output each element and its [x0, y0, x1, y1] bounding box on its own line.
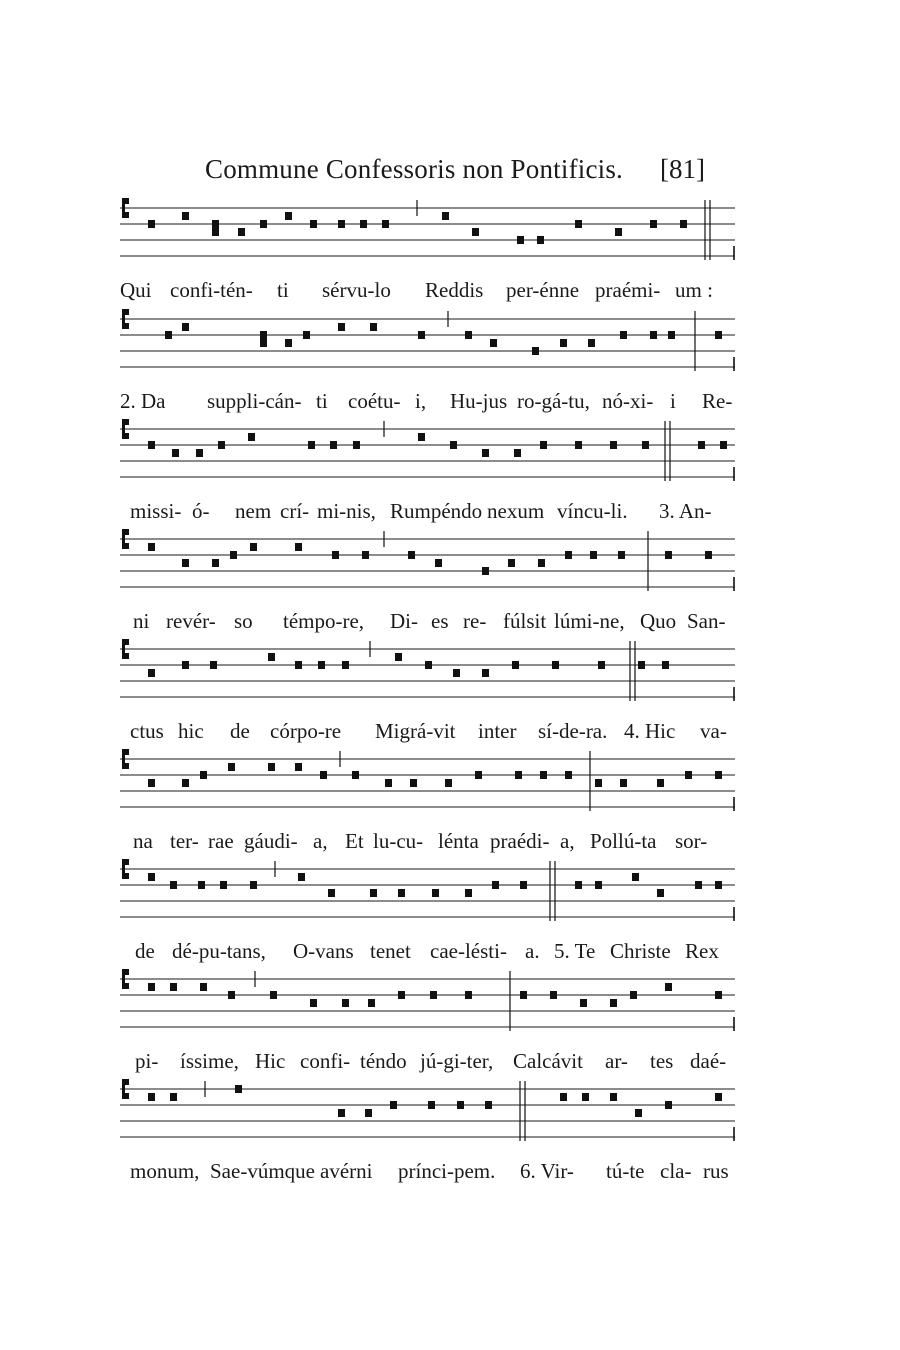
neume-note	[595, 779, 602, 787]
neume-note	[635, 1109, 642, 1117]
lyric-syllable: lu-cu-	[373, 829, 424, 853]
staff	[120, 1071, 740, 1151]
neume-note	[680, 220, 687, 228]
lyric-syllable: sérvu-lo	[322, 278, 391, 302]
lyric-syllable: a,	[560, 829, 575, 853]
lyric-syllable: confi-	[300, 1049, 351, 1073]
lyric-syllable: Di-	[390, 609, 418, 633]
neume-note	[657, 889, 664, 897]
lyric-syllable: ter-	[170, 829, 199, 853]
neume-note	[620, 331, 627, 339]
lyric-syllable: ni	[133, 609, 150, 633]
lyric-syllable: suppli-cán-	[207, 389, 302, 413]
neume-note	[295, 763, 302, 771]
lyric-syllable: ti	[316, 389, 328, 413]
neume-note	[638, 661, 645, 669]
lyric-syllable: íssime,	[180, 1049, 239, 1073]
neume-note	[200, 983, 207, 991]
neume-note	[285, 339, 292, 347]
neume-note	[298, 873, 305, 881]
lyric-syllable: va-	[700, 719, 727, 743]
lyric-syllable: pi-	[135, 1049, 159, 1073]
neume-note	[210, 661, 217, 669]
neume-note	[565, 771, 572, 779]
neume-note	[590, 551, 597, 559]
lyric-syllable: lúmi-ne,	[554, 609, 625, 633]
neume-note	[390, 1101, 397, 1109]
neume-note	[575, 881, 582, 889]
neume-note	[492, 881, 499, 889]
neume-note	[490, 339, 497, 347]
neume-note	[212, 220, 219, 228]
neume-note	[310, 999, 317, 1007]
neume-note	[715, 881, 722, 889]
lyric-syllable: confi-tén-	[170, 278, 253, 302]
neume-note	[610, 441, 617, 449]
lyric-syllable: rus	[703, 1159, 729, 1183]
lyric-syllable: i,	[415, 389, 427, 413]
neume-note	[715, 771, 722, 779]
lyric-syllable: Sae-vúmque	[210, 1159, 315, 1183]
neume-note	[230, 551, 237, 559]
lyric-syllable: ar-	[605, 1049, 628, 1073]
neume-note	[310, 220, 317, 228]
lyric-syllable: Quo	[640, 609, 677, 633]
staff	[120, 741, 740, 821]
neume-note	[453, 669, 460, 677]
neume-note	[475, 771, 482, 779]
lyric-syllable: daé-	[690, 1049, 727, 1073]
neume-note	[428, 1101, 435, 1109]
neume-note	[408, 551, 415, 559]
neume-note	[170, 881, 177, 889]
neume-note	[270, 991, 277, 999]
lyric-syllable: Hic	[255, 1049, 286, 1073]
neume-note	[148, 983, 155, 991]
staff	[120, 521, 740, 601]
neume-note	[370, 323, 377, 331]
neume-note	[360, 220, 367, 228]
lyric-syllable: jú-gi-ter,	[420, 1049, 494, 1073]
music-system	[120, 190, 740, 305]
lyric-syllable: ctus	[130, 719, 164, 743]
neume-note	[425, 661, 432, 669]
lyric-syllable: ti	[277, 278, 289, 302]
neume-note	[250, 543, 257, 551]
lyric-syllable: córpo-re	[270, 719, 342, 743]
neume-note	[715, 1093, 722, 1101]
neume-note	[370, 889, 377, 897]
neume-note	[715, 991, 722, 999]
neume-note	[248, 433, 255, 441]
lyric-syllable: San-	[687, 609, 726, 633]
neume-note	[575, 441, 582, 449]
neume-note	[450, 441, 457, 449]
neume-note	[182, 323, 189, 331]
neume-note	[260, 220, 267, 228]
neume-note	[418, 433, 425, 441]
lyric-syllable: Calcávit	[513, 1049, 583, 1073]
staff	[120, 631, 740, 711]
neume-note	[610, 999, 617, 1007]
neume-note	[212, 559, 219, 567]
neume-note	[698, 441, 705, 449]
neume-note	[610, 1093, 617, 1101]
neume-note	[665, 983, 672, 991]
neume-note	[720, 441, 727, 449]
neume-note	[598, 661, 605, 669]
neume-note	[432, 889, 439, 897]
neume-note	[165, 331, 172, 339]
neume-note	[430, 991, 437, 999]
neume-note	[435, 559, 442, 567]
neume-note	[485, 1101, 492, 1109]
neume-note	[368, 999, 375, 1007]
staff	[120, 301, 740, 381]
lyric-syllable: Hu-jus	[450, 389, 508, 413]
neume-note	[575, 220, 582, 228]
neume-note	[398, 889, 405, 897]
neume-note	[365, 1109, 372, 1117]
lyric-syllable: Migrá-vit	[375, 719, 456, 743]
lyric-syllable: tú-te	[606, 1159, 645, 1183]
lyric-syllable: nem	[235, 499, 272, 523]
neume-note	[398, 991, 405, 999]
neume-note	[538, 559, 545, 567]
lyric-syllable: missi-	[130, 499, 182, 523]
neume-note	[295, 543, 302, 551]
neume-note	[332, 551, 339, 559]
neume-note	[342, 999, 349, 1007]
neume-note	[148, 873, 155, 881]
neume-note	[212, 228, 219, 236]
lyric-syllable: lénta	[438, 829, 479, 853]
lyric-syllable: víncu-li.	[557, 499, 628, 523]
neume-note	[520, 991, 527, 999]
neume-note	[342, 661, 349, 669]
neume-note	[508, 559, 515, 567]
lyric-syllable: Re-	[702, 389, 733, 413]
neume-note	[303, 331, 310, 339]
lyric-syllable: nó-xi-	[602, 389, 654, 413]
music-system	[120, 631, 740, 746]
neume-note	[170, 983, 177, 991]
neume-note	[318, 661, 325, 669]
neume-note	[196, 449, 203, 457]
neume-note	[580, 999, 587, 1007]
music-system	[120, 741, 740, 856]
neume-note	[200, 771, 207, 779]
neume-note	[662, 661, 669, 669]
music-system	[120, 961, 740, 1076]
neume-note	[330, 441, 337, 449]
lyric-syllable: so	[234, 609, 253, 633]
lyric-syllable: 5. Te	[554, 939, 596, 963]
neume-note	[482, 567, 489, 575]
neume-note	[465, 331, 472, 339]
neume-note	[395, 653, 402, 661]
lyric-syllable: hic	[178, 719, 204, 743]
lyric-line	[120, 1159, 740, 1187]
neume-note	[552, 661, 559, 669]
lyric-syllable: crí-	[280, 499, 310, 523]
neume-note	[218, 441, 225, 449]
neume-note	[560, 1093, 567, 1101]
music-system	[120, 521, 740, 636]
staff	[120, 851, 740, 931]
music-system	[120, 411, 740, 526]
lyric-syllable: cae-lésti-	[430, 939, 507, 963]
lyric-syllable: avérni	[320, 1159, 373, 1183]
lyric-syllable: per-énne	[506, 278, 580, 302]
lyric-syllable: témpo-re,	[283, 609, 365, 633]
lyric-syllable: es	[431, 609, 449, 633]
lyric-syllable: i	[670, 389, 676, 413]
neume-note	[172, 449, 179, 457]
neume-note	[560, 339, 567, 347]
neume-note	[328, 889, 335, 897]
lyric-syllable: fúlsit	[503, 609, 547, 633]
lyric-syllable: ó-	[192, 499, 210, 523]
lyric-syllable: coétu-	[348, 389, 401, 413]
neume-note	[235, 1085, 242, 1093]
neume-note	[220, 881, 227, 889]
neume-note	[618, 551, 625, 559]
neume-note	[650, 220, 657, 228]
lyric-syllable: praédi-	[490, 829, 550, 853]
lyric-syllable: gáudi-	[244, 829, 298, 853]
lyric-syllable: 3. An-	[659, 499, 712, 523]
lyric-syllable: Rex	[685, 939, 719, 963]
neume-note	[520, 881, 527, 889]
lyric-syllable: 4. Hic	[624, 719, 676, 743]
neume-note	[295, 661, 302, 669]
page-number: [81]	[660, 154, 705, 184]
neume-note	[715, 331, 722, 339]
lyric-syllable: Et	[345, 829, 364, 853]
lyric-syllable: mi-nis,	[317, 499, 376, 523]
staff	[120, 411, 740, 491]
lyric-syllable: tes	[650, 1049, 674, 1073]
neume-note	[260, 339, 267, 347]
lyric-syllable: na	[133, 829, 153, 853]
neume-note	[632, 873, 639, 881]
neume-note	[182, 559, 189, 567]
neume-note	[353, 441, 360, 449]
neume-note	[410, 779, 417, 787]
neume-note	[482, 669, 489, 677]
neume-note	[228, 991, 235, 999]
staff	[120, 961, 740, 1041]
lyric-syllable: prínci-pem.	[398, 1159, 496, 1183]
neume-note	[285, 212, 292, 220]
neume-note	[657, 779, 664, 787]
neume-note	[630, 991, 637, 999]
lyric-syllable: ro-gá-tu,	[517, 389, 590, 413]
lyric-syllable: de	[230, 719, 250, 743]
staff	[120, 190, 740, 270]
neume-note	[465, 889, 472, 897]
neume-note	[238, 228, 245, 236]
lyric-syllable: um :	[675, 278, 713, 302]
neume-note	[352, 771, 359, 779]
neume-note	[338, 220, 345, 228]
lyric-syllable: praémi-	[595, 278, 661, 302]
neume-note	[148, 220, 155, 228]
neume-note	[320, 771, 327, 779]
music-system	[120, 1071, 740, 1186]
neume-note	[517, 236, 524, 244]
neume-note	[308, 441, 315, 449]
lyric-syllable: Rumpéndo	[390, 499, 483, 523]
lyric-syllable: sor-	[675, 829, 708, 853]
neume-note	[668, 331, 675, 339]
neume-note	[148, 1093, 155, 1101]
lyric-syllable: 2. Da	[120, 389, 166, 413]
neume-note	[198, 881, 205, 889]
page-title: Commune Confessoris non Pontificis.	[205, 154, 623, 184]
music-system	[120, 851, 740, 966]
neume-note	[148, 543, 155, 551]
lyric-syllable: a,	[313, 829, 328, 853]
neume-note	[268, 653, 275, 661]
neume-note	[385, 779, 392, 787]
neume-note	[148, 669, 155, 677]
neume-note	[250, 881, 257, 889]
neume-note	[362, 551, 369, 559]
neume-note	[465, 991, 472, 999]
lyric-syllable: dé-pu-tans,	[172, 939, 266, 963]
neume-note	[532, 347, 539, 355]
neume-note	[182, 661, 189, 669]
neume-note	[537, 236, 544, 244]
neume-note	[228, 763, 235, 771]
neume-note	[338, 323, 345, 331]
neume-note	[148, 441, 155, 449]
neume-note	[588, 339, 595, 347]
neume-note	[418, 331, 425, 339]
lyric-syllable: a.	[525, 939, 540, 963]
neume-note	[457, 1101, 464, 1109]
neume-note	[182, 212, 189, 220]
lyric-syllable: nexum	[487, 499, 545, 523]
neume-note	[268, 763, 275, 771]
neume-note	[482, 449, 489, 457]
neume-note	[595, 881, 602, 889]
neume-note	[620, 779, 627, 787]
neume-note	[472, 228, 479, 236]
lyric-syllable: 6. Vir-	[520, 1159, 574, 1183]
neume-note	[642, 441, 649, 449]
neume-note	[665, 1101, 672, 1109]
neume-note	[515, 771, 522, 779]
music-system	[120, 301, 740, 416]
lyric-syllable: cla-	[660, 1159, 692, 1183]
neume-note	[514, 449, 521, 457]
lyric-syllable: O-vans	[293, 939, 354, 963]
lyric-syllable: rae	[208, 829, 234, 853]
neume-note	[260, 331, 267, 339]
neume-note	[540, 771, 547, 779]
neume-note	[565, 551, 572, 559]
lyric-syllable: Pollú-ta	[590, 829, 657, 853]
neume-note	[705, 551, 712, 559]
lyric-syllable: re-	[463, 609, 487, 633]
neume-note	[442, 212, 449, 220]
lyric-syllable: inter	[478, 719, 517, 743]
lyric-syllable: tenet	[370, 939, 411, 963]
lyric-syllable: de	[135, 939, 155, 963]
neume-note	[685, 771, 692, 779]
neume-note	[512, 661, 519, 669]
neume-note	[615, 228, 622, 236]
neume-note	[338, 1109, 345, 1117]
neume-note	[550, 991, 557, 999]
neume-note	[445, 779, 452, 787]
lyric-syllable: monum,	[130, 1159, 200, 1183]
lyric-syllable: revér-	[166, 609, 216, 633]
neume-note	[665, 551, 672, 559]
neume-note	[182, 779, 189, 787]
lyric-syllable: Christe	[610, 939, 671, 963]
neume-note	[540, 441, 547, 449]
lyric-syllable: Qui	[120, 278, 152, 302]
lyric-syllable: téndo	[360, 1049, 407, 1073]
neume-note	[382, 220, 389, 228]
lyric-syllable: Reddis	[425, 278, 484, 302]
neume-note	[582, 1093, 589, 1101]
neume-note	[148, 779, 155, 787]
lyric-syllable: sí-de-ra.	[538, 719, 608, 743]
neume-note	[170, 1093, 177, 1101]
neume-note	[650, 331, 657, 339]
neume-note	[695, 881, 702, 889]
